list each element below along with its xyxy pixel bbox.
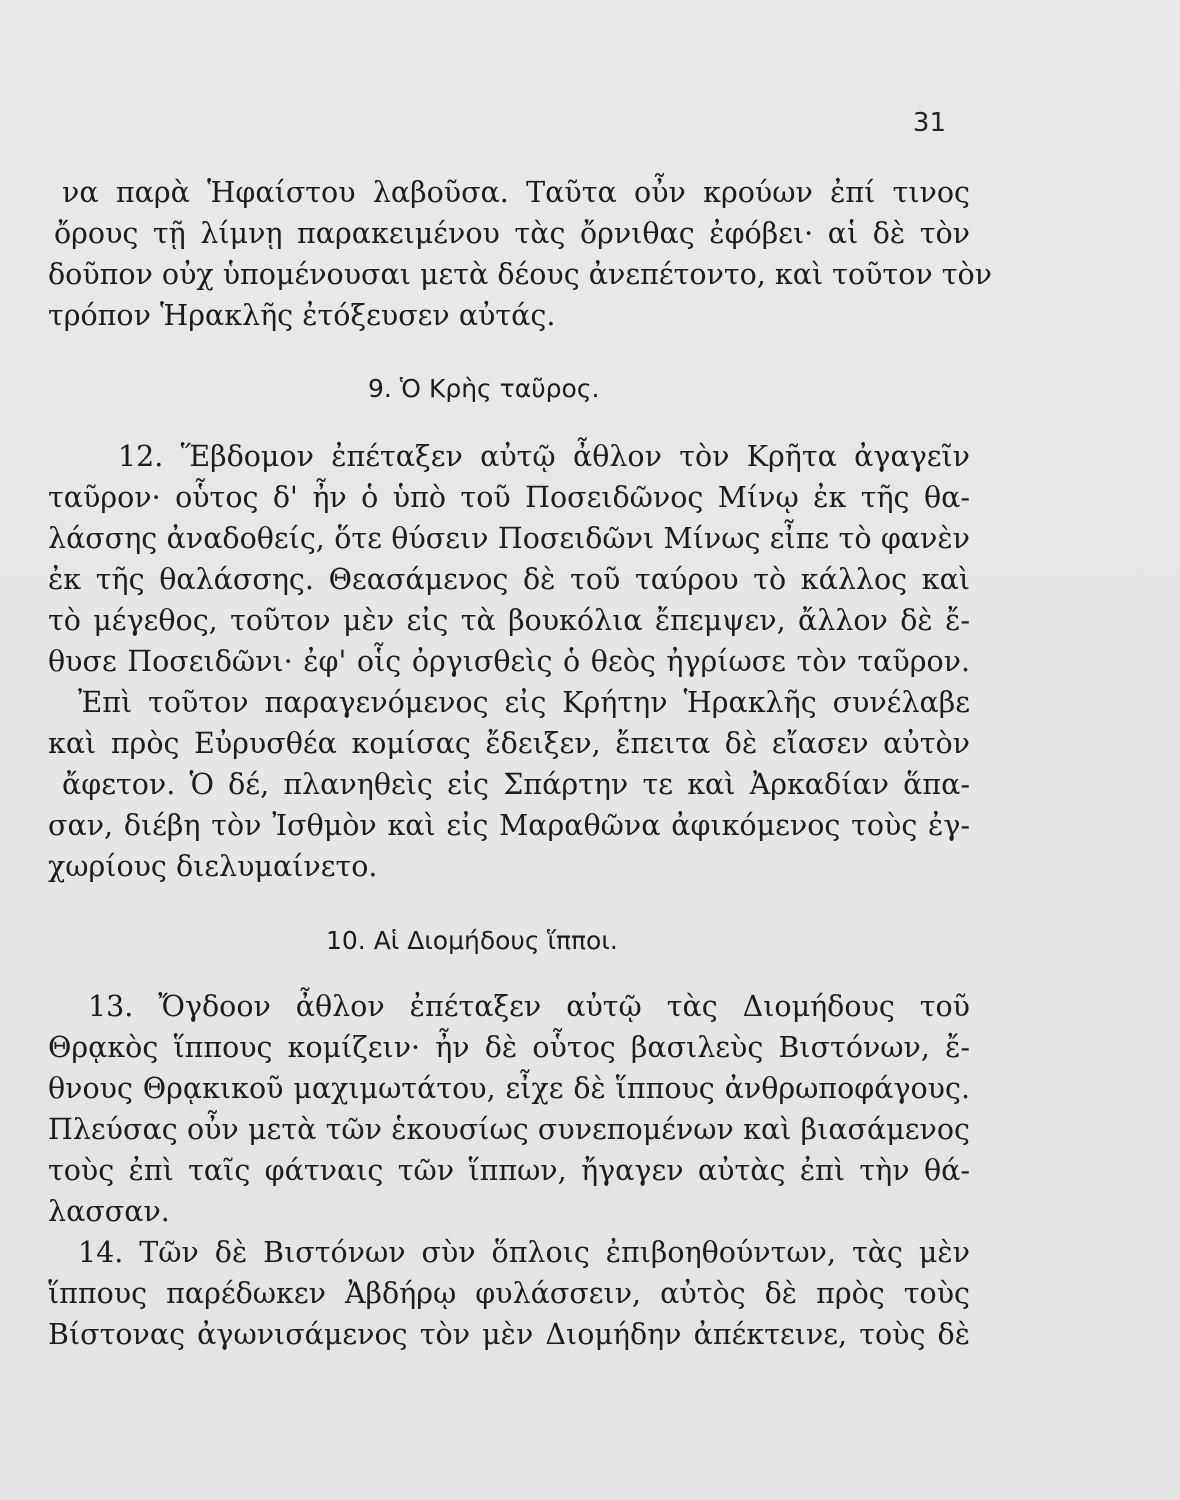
paragraph-continuation [48,172,992,336]
text-line: ἄφετον. Ὁ δέ, πλανηθεὶς εἰς Σπάρτην τε καὶ Ἀρκαδίαν ἅπα- [62,768,970,801]
text-line: θνους Θρᾳκικοῦ μαχιμωτάτου, εἶχε δὲ ἵππους ἀνθρωποφάγους. [48,1072,970,1105]
text-line: Θρᾳκὸς ἵππους κομίζειν· ἦν δὲ οὗτος βασιλεὺς Βιστόνων, ἔ- [48,1031,970,1064]
section-heading-9: 9. Ὁ Κρὴς ταῦρος. [368,374,600,403]
text-line: 13. Ὄγδοον ἆθλον ἐπέταξεν αὐτῷ τὰς Διομήδους τοῦ [88,990,970,1023]
text-line: σαν, διέβη τὸν Ἰσθμὸν καὶ εἰς Μαραθῶνα ἀφικόμενος τοὺς ἐγ- [48,809,970,842]
section-13-14-text [48,986,970,1355]
text-line: τοὺς ἐπὶ ταῖς φάτναις τῶν ἵππων, ἤγαγεν αὐτὰς ἐπὶ τὴν θά- [48,1154,970,1187]
page-number: 31 [912,108,946,138]
text-line: ἵππους παρέδωκεν Ἀβδήρῳ φυλάσσειν, αὐτὸς δὲ πρὸς τοὺς [48,1277,970,1310]
text-line: καὶ πρὸς Εὐρυσθέα κομίσας ἔδειξεν, ἔπειτα δὲ εἴασεν αὐτὸν [48,727,970,760]
text-line: δοῦπον οὐχ ὑπομένουσαι μετὰ δέους ἀνεπέτοντο, καὶ τοῦτον τὸν [48,258,992,291]
text-line: ὄρους τῇ λίμνῃ παρακειμένου τὰς ὄρνιθας ἐφόβει· αἱ δὲ τὸν [54,217,970,250]
text-line: 14. Τῶν δὲ Βιστόνων σὺν ὅπλοις ἐπιβοηθούντων, τὰς μὲν [78,1236,970,1269]
text-line: λάσσης ἀναδοθείς, ὅτε θύσειν Ποσειδῶνι Μίνως εἶπε τὸ φανὲν [48,522,970,555]
text-line: τὸ μέγεθος, τοῦτον μὲν εἰς τὰ βουκόλια ἔπεμψεν, ἄλλον δὲ ἔ- [48,604,970,637]
text-line: χωρίους διελυμαίνετο. [48,850,378,883]
text-line: ἐκ τῆς θαλάσσης. Θεασάμενος δὲ τοῦ ταύρου τὸ κάλλος καὶ [48,563,970,596]
text-line: ταῦρον· οὗτος δ' ἦν ὁ ὑπὸ τοῦ Ποσειδῶνος Μίνῳ ἐκ τῆς θα- [48,481,970,514]
text-line: λασσαν. [48,1195,170,1228]
text-line: Βίστονας ἀγωνισάμενος τὸν μὲν Διομήδην ἀπέκτεινε, τοὺς δὲ [48,1318,970,1351]
text-line: θυσε Ποσειδῶνι· ἐφ' οἷς ὀργισθεὶς ὁ θεὸς ἠγρίωσε τὸν ταῦρον. [48,645,970,678]
text-line: να παρὰ Ἡφαίστου λαβοῦσα. Ταῦτα οὖν κρούων ἐπί τινος [62,176,970,209]
text-line: 12. Ἕβδομον ἐπέταξεν αὐτῷ ἆθλον τὸν Κρῆτα ἀγαγεῖν [118,440,970,473]
text-line: Ἐπὶ τοῦτον παραγενόμενος εἰς Κρήτην Ἡρακλῆς συνέλαβε [78,686,970,719]
text-line: Πλεύσας οὖν μετὰ τῶν ἑκουσίως συνεπομένων καὶ βιασάμενος [48,1113,970,1146]
section-heading-10: 10. Αἱ Διομήδους ἵπποι. [326,926,618,955]
text-line: τρόπον Ἡρακλῆς ἐτόξευσεν αὐτάς. [48,299,556,332]
section-12-text [48,436,970,887]
